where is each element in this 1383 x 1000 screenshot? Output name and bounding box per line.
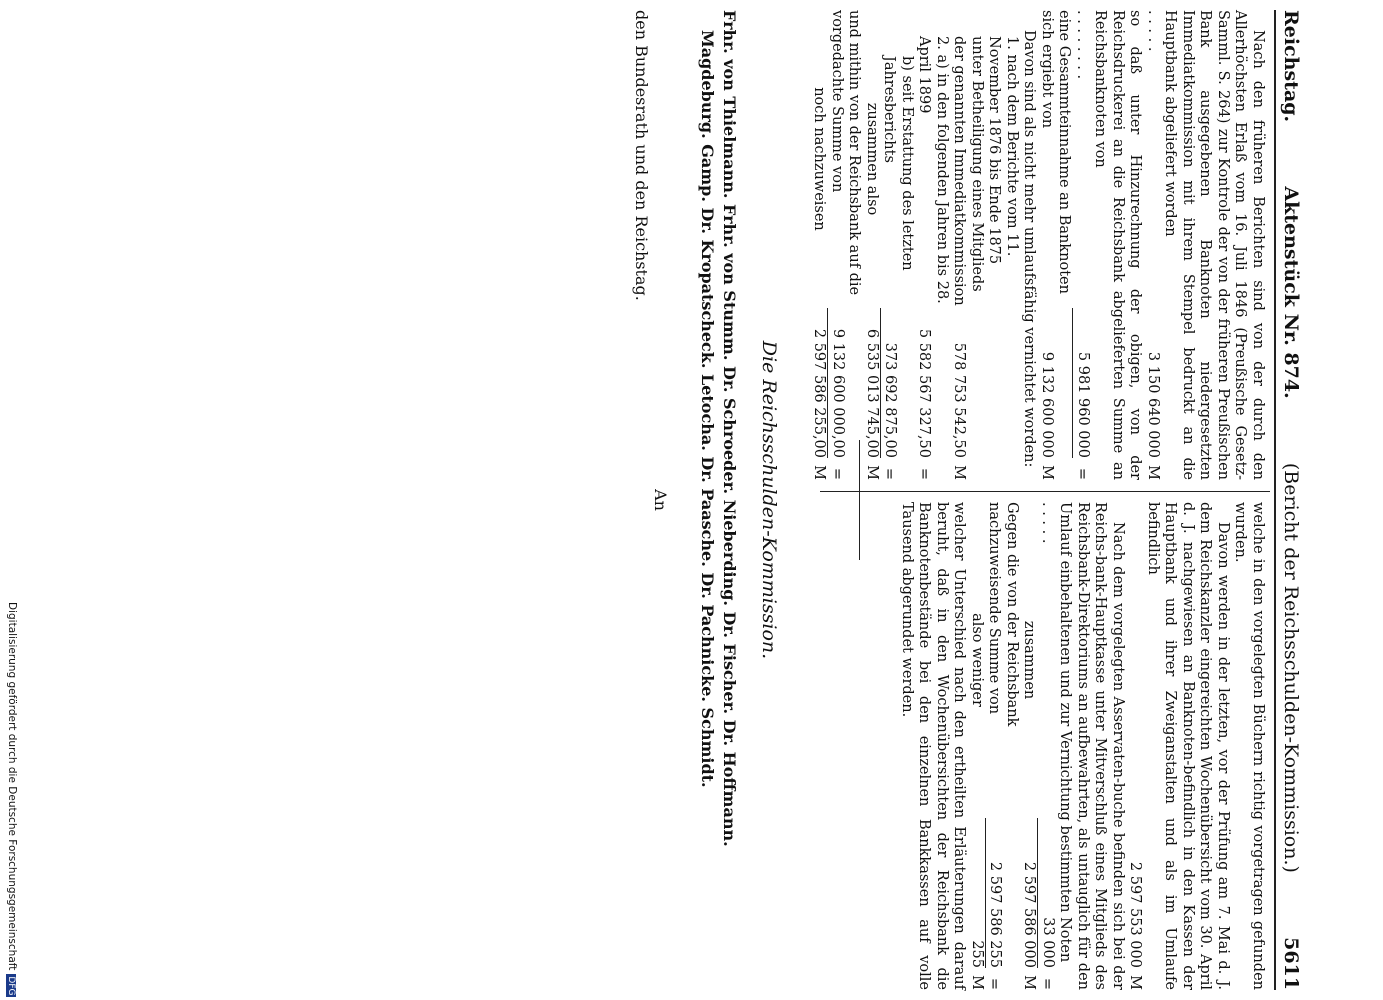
left-intro: Nach den früheren Berichten sind von der durch den Allerhöchsten Erlaß vom 16. Juli 1846 (Preußische Gesetz-Samml. S. 264) zur Kontrole der von der früheren Preußischen Bank ausgegebenen Banknoten niedergesetzten Immediatkommission mit ihrem Stempel bedruckt an die Hauptbank abgeliefert worden [1162, 10, 1266, 480]
row-item2b: b) seit Erstattung des letzten Jahresberichts 373 692 875,00 = [881, 56, 915, 480]
address-an: An [651, 489, 670, 511]
row-amt3: eine Gesammteinnahme an Banknoten sich ergiebt von 9 132 600 000 M [1039, 10, 1073, 480]
commission-title: Die Reichsschulden-Kommission. [758, 340, 780, 660]
right-row-less: also weniger 255 M [969, 613, 985, 990]
right-row-amt2: . . . . . 33 000 = [1039, 502, 1056, 990]
right-row-amt1: 2 597 553 000 M [1127, 861, 1144, 990]
row-item2a: 2. a) in den folgenden Jahren bis 28. April 1899 5 582 567 327,50 = [916, 36, 950, 480]
row-amt2: . . . . . . . . 5 981 960 000 = [1074, 10, 1091, 480]
page-number: 5611 [1280, 937, 1302, 990]
page-header [1274, 10, 1310, 990]
left-intro2: so daß unter Hinzurechnung der obigen, von der Reichsdruckerei an die Reichsbank abgelieferten Summe an Reichsbanknoten von [1092, 10, 1144, 480]
right-p3: Nach dem vorgelegten Asservaten-buche befinden sich bei der Reichs-bank-Hauptkasse unter Mitverschluß eines Mitglieds des Reichsbank-Direktoriums an aufbewahrten, als untauglich für den Umlauf einbehaltenen und zur Vernichtung bestimmten Noten [1057, 502, 1126, 990]
row-amt1: . . . . . 3 150 640 000 M [1145, 10, 1161, 480]
address-recipient: den Bundesrath und den Reichstag. [632, 10, 651, 301]
row-rest: und mithin von der Reichsbank auf die vorgedachte Summe von 9 132 600 000,00 = [829, 10, 863, 480]
right-row-amt4: Gegen die von der Reichsbank nachzuweisende Summe von 2 597 586 255 = [986, 502, 1020, 990]
header-aktenstueck: Aktenstück Nr. 874. [1280, 186, 1302, 399]
right-column [898, 502, 1267, 990]
separator-rule [859, 440, 860, 560]
column-divider [820, 491, 1270, 492]
right-p2: Davon werden in der letzten, vor der Prüfung am 7. Mai d. J. dem Reichskanzler eingereichten Wochenübersicht vom 30. April d. J. nachgewiesen an Banknoten-befindlich in den Kassen der Hauptbank und ihrer Zweiganstalten und als im Umlaufe befindlich [1145, 502, 1231, 990]
footer-credit: Digitalisierung gefördert durch die Deutsche Forschungsgemeinschaft [6, 602, 18, 971]
signatures-line-2: Magdeburg. Gamp. Dr. Kropatscheck. Letocha. Dr. Paasche. Dr. Pachnicke. Schmidt. [698, 30, 717, 788]
rotated-document-page [530, 10, 1310, 990]
destroyed-intro: Davon sind als nicht mehr umlaufsfähig vernichtet worden: [1021, 30, 1038, 468]
left-column [810, 10, 1266, 480]
row-nach: noch nachzuweisen 2 597 586 255,00 M [811, 87, 828, 480]
right-row-sum: zusammen 2 597 586 000 M [1021, 620, 1038, 990]
row-sum: zusammen also 6 535 013 745,00 M [864, 102, 880, 480]
right-p5: welcher Unterschied nach den ertheilten Erläuterungen darauf beruht, daß in den Wochenübersichten der Reichsbank die Banknotenbestände bei den einzelnen Bankkassen auf volle Tausend abgerundet werden. [899, 502, 968, 990]
signatures-line-1: Frhr. von Thielmann. Frhr. von Stumm. Dr. Schroeder. Nieberding. Dr. Fischer. Dr. Hoffmann. [720, 10, 739, 847]
dfg-logo: DFG [6, 976, 16, 996]
footer [0, 602, 20, 996]
address-block [632, 10, 670, 990]
row-item1: 1. nach dem Berichte vom 11. November 1876 bis Ende 1875 unter Betheiligung eines Mitglieds der genannten Immediatkommission 578 753 542,50 M [951, 36, 1020, 480]
right-p1: welche in den vorgelegten Büchern richtig vorgetragen gefunden wurden. [1232, 502, 1266, 990]
header-subtitle: (Bericht der Reichsschulden-Kommission.) [1280, 462, 1302, 873]
signatures [696, 10, 740, 990]
header-reichstag: Reichstag. [1280, 10, 1302, 123]
